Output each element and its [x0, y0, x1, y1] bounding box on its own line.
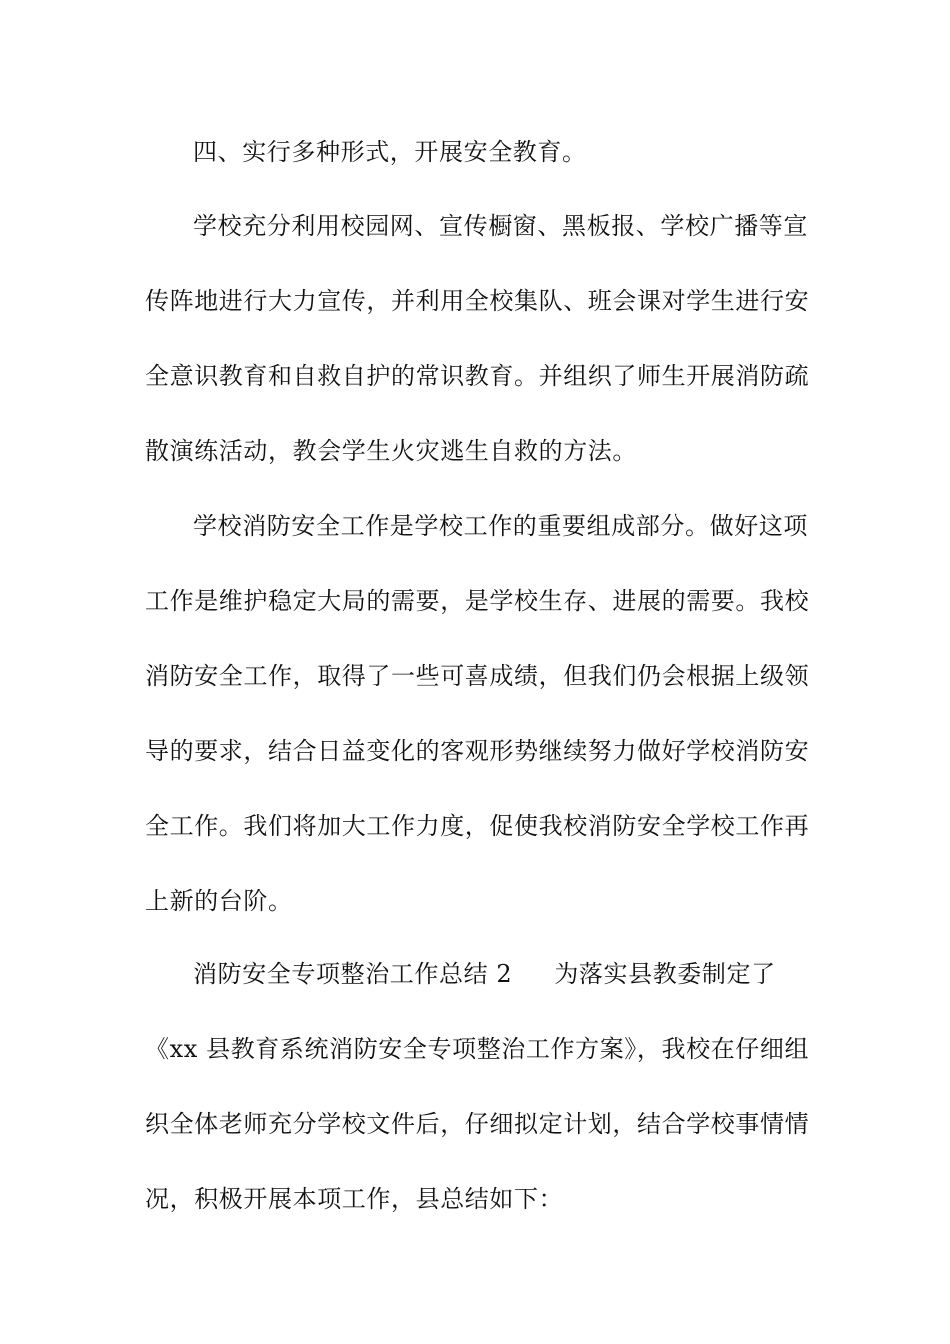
summary-title-line: [193, 958, 805, 990]
paragraph-3-first-text: 为落实县教委制定了: [554, 960, 776, 988]
paragraph-line: 全意识教育和自救自护的常识教育。并组织了师生开展消防疏: [145, 362, 810, 390]
summary-title: 消防安全专项整治工作总结 2: [193, 960, 513, 988]
paragraph-line: 上新的台阶。: [145, 887, 293, 915]
paragraph-line: 学校充分利用校园网、宣传橱窗、黑板报、学校广播等宣: [193, 212, 808, 240]
paragraph-line: 全工作。我们将加大工作力度，促使我校消防安全学校工作再: [145, 812, 810, 840]
paragraph-line: 消防安全工作，取得了一些可喜成绩，但我们仍会根据上级领: [145, 662, 810, 690]
paragraph-line: 传阵地进行大力宣传，并利用全校集队、班会课对学生进行安: [145, 287, 810, 315]
paragraph-line: 学校消防安全工作是学校工作的重要组成部分。做好这项: [193, 512, 808, 540]
paragraph-line: 工作是维护稳定大局的需要，是学校生存、进展的需要。我校: [145, 587, 810, 615]
paragraph-line: 织全体老师充分学校文件后，仔细拟定计划，结合学校事情情: [145, 1110, 810, 1138]
section-heading: 四、实行多种形式，开展安全教育。: [193, 138, 587, 166]
paragraph-line: 况，积极开展本项工作，县总结如下：: [145, 1185, 564, 1213]
paragraph-line: 散演练活动，教会学生火灾逃生自救的方法。: [145, 437, 637, 465]
paragraph-line: 《xx 县教育系统消防安全专项整治工作方案》，我校在仔细组: [145, 1035, 810, 1063]
paragraph-line: 导的要求，结合日益变化的客观形势继续努力做好学校消防安: [145, 737, 810, 765]
